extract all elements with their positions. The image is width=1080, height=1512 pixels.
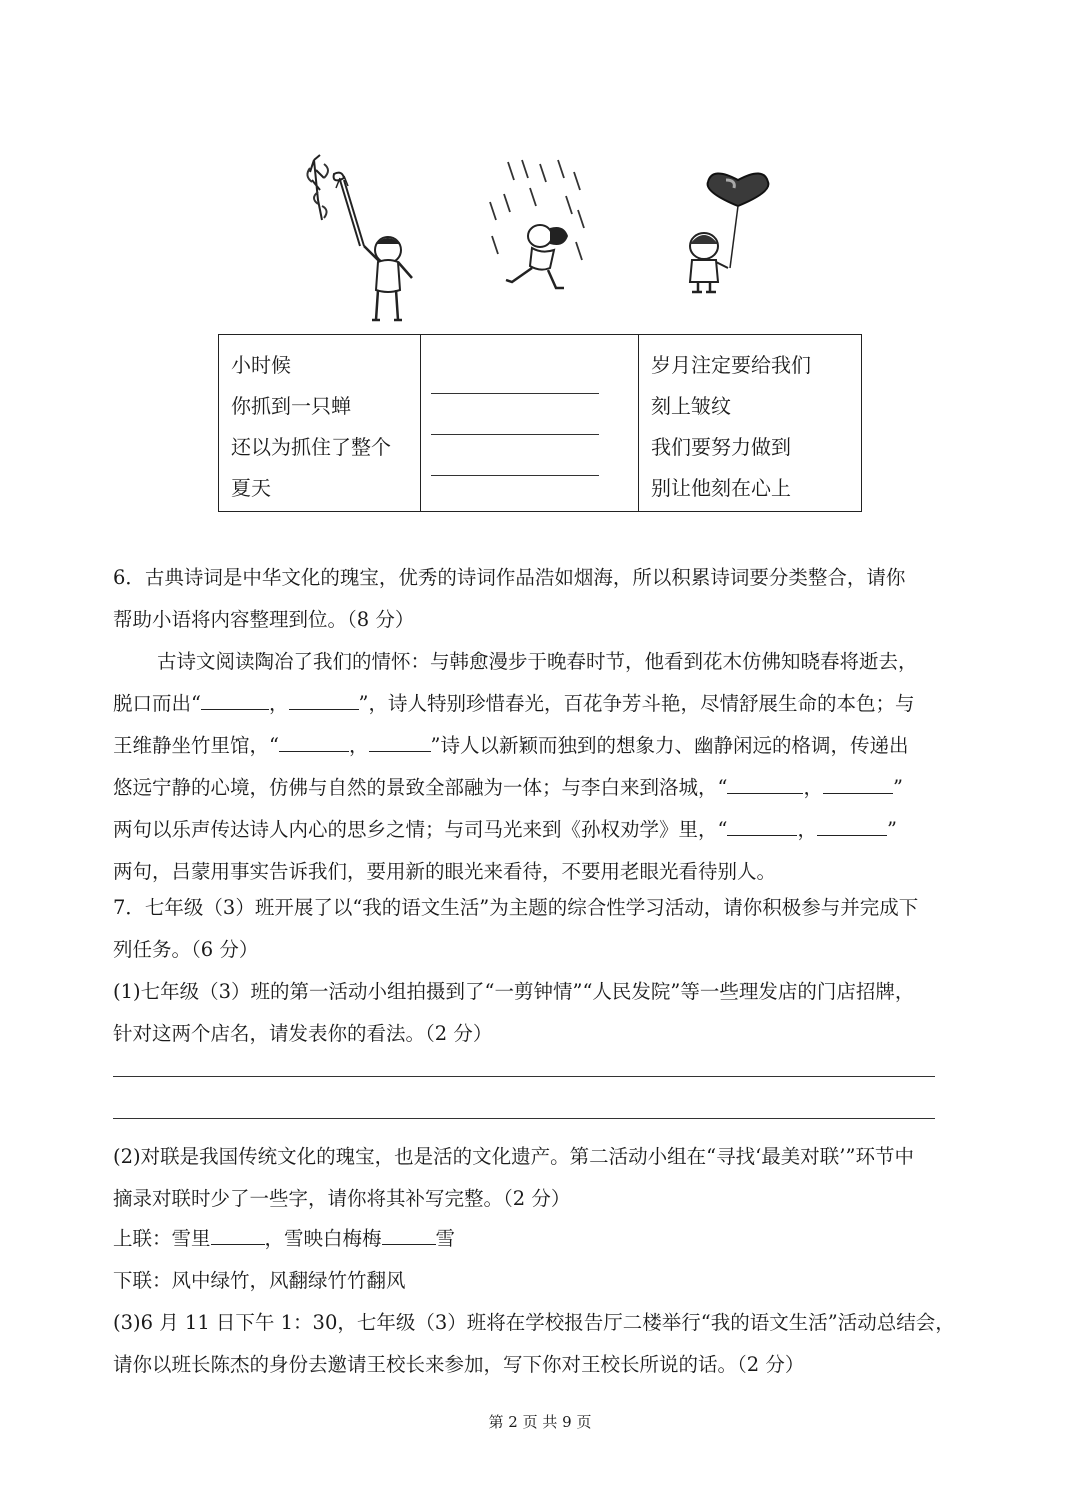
couplet-text: 上联：雪里	[113, 1227, 211, 1250]
fill-blank[interactable]	[369, 733, 431, 752]
q6-text: ，	[803, 776, 823, 799]
q7-title-line2: 列任务。（6 分）	[113, 938, 259, 961]
poem-blank-line[interactable]	[431, 393, 599, 394]
boy-catching-cicada-illustration	[300, 150, 425, 325]
poem-table	[218, 334, 862, 512]
q6-text: ”	[893, 776, 903, 799]
q6-paragraph-line6: 两句，吕蒙用事实告诉我们，要用新的眼光来看待，不要用老眼光看待别人。	[113, 860, 777, 883]
fill-blank[interactable]	[817, 817, 887, 836]
poem-blank-line[interactable]	[431, 475, 599, 476]
q6-text: 两句以乐声传达诗人内心的思乡之情；与司马光来到《孙权劝学》里，“	[113, 818, 728, 841]
q6-title-line2: 帮助小语将内容整理到位。（8 分）	[113, 608, 415, 631]
q6-text: ，	[268, 692, 289, 715]
q6-text: ”	[887, 818, 897, 841]
poem-right-line: 别让他刻在心上	[651, 476, 791, 500]
girl-with-heart-balloon-illustration	[670, 166, 780, 296]
child-in-rain-illustration	[480, 158, 590, 298]
poem-left-line: 小时候	[231, 353, 291, 377]
answer-line[interactable]	[113, 1118, 935, 1119]
q6-paragraph-line5	[113, 809, 973, 851]
poem-left-line: 你抓到一只蝉	[231, 394, 351, 418]
q7-sub2-line2: 摘录对联时少了一些字，请你将其补写完整。（2 分）	[113, 1187, 571, 1210]
q7-sub3-line2: 请你以班长陈杰的身份去邀请王校长来参加，写下你对王校长所说的话。（2 分）	[113, 1353, 805, 1376]
poem-right-line: 我们要努力做到	[651, 435, 791, 459]
q6-paragraph-line4	[113, 767, 973, 809]
fill-blank[interactable]	[382, 1226, 436, 1245]
fill-blank[interactable]	[279, 733, 349, 752]
q7-title-line1: 7．七年级（3）班开展了以“我的语文生活”为主题的综合性学习活动，请你积极参与并完成下	[113, 896, 919, 919]
fill-blank[interactable]	[289, 691, 359, 710]
q6-paragraph-line3	[113, 725, 973, 767]
fill-blank[interactable]	[201, 691, 269, 710]
answer-line[interactable]	[113, 1076, 935, 1077]
q6-text: 脱口而出“	[113, 692, 201, 715]
fill-blank[interactable]	[727, 775, 803, 794]
q6-title-line1: 6．古典诗词是中华文化的瑰宝，优秀的诗词作品浩如烟海，所以积累诗词要分类整合，请你	[113, 566, 906, 589]
poem-left-column	[219, 335, 421, 511]
couplet-text: 雪	[435, 1227, 456, 1250]
poem-blank-column[interactable]	[421, 335, 639, 511]
poem-right-column	[639, 335, 861, 511]
q6-paragraph-line2	[113, 683, 973, 725]
q6-text: ”，诗人特别珍惜春光，百花争芳斗艳，尽情舒展生命的本色；与	[358, 692, 915, 715]
q7-sub1-line1: (1)七年级（3）班的第一活动小组拍摄到了“一剪钟情”“人民发院”等一些理发店的门店招牌，	[113, 980, 915, 1003]
q6-text: ”诗人以新颖而独到的想象力、幽静闲远的格调，传递出	[430, 734, 909, 757]
fill-blank[interactable]	[211, 1226, 265, 1245]
q6-text: 王维静坐竹里馆，“	[113, 734, 279, 757]
q7-sub3-line1: (3)6 月 11 日下午 1：30，七年级（3）班将在学校报告厅二楼举行“我的语文生活”活动总结会，	[113, 1311, 955, 1334]
poem-left-line: 夏天	[231, 476, 271, 500]
q6-text: ，	[348, 734, 369, 757]
poem-left-line: 还以为抓住了整个	[231, 435, 391, 459]
q6-text: 悠远宁静的心境，仿佛与自然的景致全部融为一体；与李白来到洛城，“	[113, 776, 728, 799]
fill-blank[interactable]	[727, 817, 797, 836]
couplet-upper	[113, 1218, 973, 1260]
poem-blank-line[interactable]	[431, 434, 599, 435]
poem-right-line: 刻上皱纹	[651, 394, 731, 418]
q6-paragraph-line1: 古诗文阅读陶冶了我们的情怀：与韩愈漫步于晚春时节，他看到花木仿佛知晓春将逝去，	[157, 650, 918, 673]
q6-text: ，	[797, 818, 817, 841]
q7-sub2-line1: (2)对联是我国传统文化的瑰宝，也是活的文化遗产。第二活动小组在“寻找‘最美对联’”环节中	[113, 1145, 914, 1168]
fill-blank[interactable]	[823, 775, 893, 794]
couplet-lower: 下联：风中绿竹，风翻绿竹竹翻风	[113, 1269, 406, 1292]
page-footer: 第 2 页 共 9 页	[488, 1413, 592, 1431]
couplet-text: ，雪映白梅梅	[264, 1227, 382, 1250]
q7-sub1-line2: 针对这两个店名，请发表你的看法。（2 分）	[113, 1022, 493, 1045]
poem-right-line: 岁月注定要给我们	[651, 353, 811, 377]
